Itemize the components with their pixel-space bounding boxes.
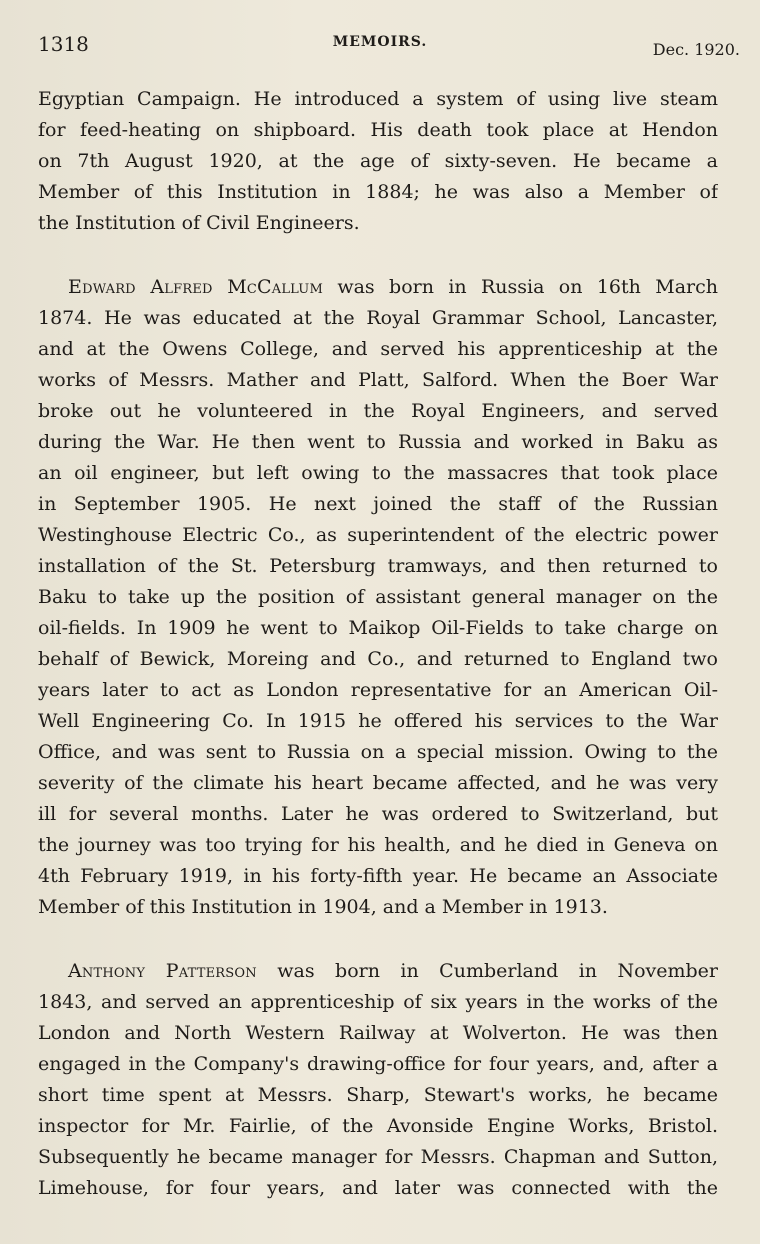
text-line: Baku to take up the position of assistant general manager on the — [38, 586, 718, 608]
text-line: on 7th August 1920, at the age of sixty-seven. He became a — [38, 150, 718, 172]
text-line: engaged in the Company's drawing-office for four years, and, after a — [38, 1053, 718, 1075]
paragraph-previous-memoir-end — [38, 84, 718, 239]
text-line: Westinghouse Electric Co., as superintendent of the electric power — [38, 524, 718, 546]
text-line: works of Messrs. Mather and Platt, Salford. When the Boer War — [38, 369, 718, 391]
paragraph-memoir-patterson — [38, 956, 718, 1204]
text-line: short time spent at Messrs. Sharp, Stewart's works, he became — [38, 1084, 718, 1106]
text-line: ill for several months. Later he was ordered to Switzerland, but — [38, 803, 718, 825]
text-line-rest: was born in Russia on 16th March — [322, 276, 718, 298]
text-line: inspector for Mr. Fairlie, of the Avonside Engine Works, Bristol. — [38, 1115, 718, 1137]
text-line: the Institution of Civil Engineers. — [38, 212, 360, 234]
text-line: for feed-heating on shipboard. His death took place at Hendon — [38, 119, 718, 141]
memoir-name: Edward Alfred McCallum — [68, 276, 323, 298]
text-line-rest: was born in Cumberland in November — [256, 960, 718, 982]
text-line: the journey was too trying for his health, and he died in Geneva on — [38, 834, 718, 856]
text-line: 1874. He was educated at the Royal Grammar School, Lancaster, — [38, 307, 718, 329]
text-line: London and North Western Railway at Wolverton. He was then — [38, 1022, 718, 1044]
page-number: 1318 — [38, 32, 89, 56]
text-line: severity of the climate his heart became affected, and he was very — [38, 772, 718, 794]
header-date: Dec. 1920. — [652, 40, 740, 59]
text-line: 4th February 1919, in his forty-fifth year. He became an Associate — [38, 865, 718, 887]
text-line: in September 1905. He next joined the staff of the Russian — [38, 493, 718, 515]
text-line-first — [38, 272, 718, 303]
text-line: installation of the St. Petersburg tramways, and then returned to — [38, 555, 718, 577]
text-line: Limehouse, for four years, and later was connected with the — [38, 1177, 718, 1199]
text-line: years later to act as London representative for an American Oil- — [38, 679, 718, 701]
paragraph-gap — [38, 923, 718, 956]
paragraph-memoir-mccallum — [38, 272, 718, 923]
text-line: during the War. He then went to Russia and worked in Baku as — [38, 431, 718, 453]
text-line-first — [38, 956, 718, 987]
text-line: an oil engineer, but left owing to the massacres that took place — [38, 462, 718, 484]
text-line: 1843, and served an apprenticeship of six years in the works of the — [38, 991, 718, 1013]
text-line: broke out he volunteered in the Royal Engineers, and served — [38, 400, 718, 422]
body-text — [38, 84, 718, 1204]
text-line: and at the Owens College, and served his apprenticeship at the — [38, 338, 718, 360]
text-line: Office, and was sent to Russia on a special mission. Owing to the — [38, 741, 718, 763]
text-line: oil-fields. In 1909 he went to Maikop Oil-Fields to take charge on — [38, 617, 718, 639]
text-line: Member of this Institution in 1904, and a Member in 1913. — [38, 896, 608, 918]
page-header — [38, 28, 740, 59]
memoir-name: Anthony Patterson — [68, 960, 257, 982]
paragraph-gap — [38, 239, 718, 272]
text-line: Member of this Institution in 1884; he was also a Member of — [38, 181, 718, 203]
text-line: Well Engineering Co. In 1915 he offered his services to the War — [38, 710, 718, 732]
text-line: Subsequently he became manager for Messrs. Chapman and Sutton, — [38, 1146, 718, 1168]
running-title: MEMOIRS. — [332, 34, 428, 50]
text-line: behalf of Bewick, Moreing and Co., and returned to England two — [38, 648, 718, 670]
text-line: Egyptian Campaign. He introduced a system of using live steam — [38, 88, 718, 110]
